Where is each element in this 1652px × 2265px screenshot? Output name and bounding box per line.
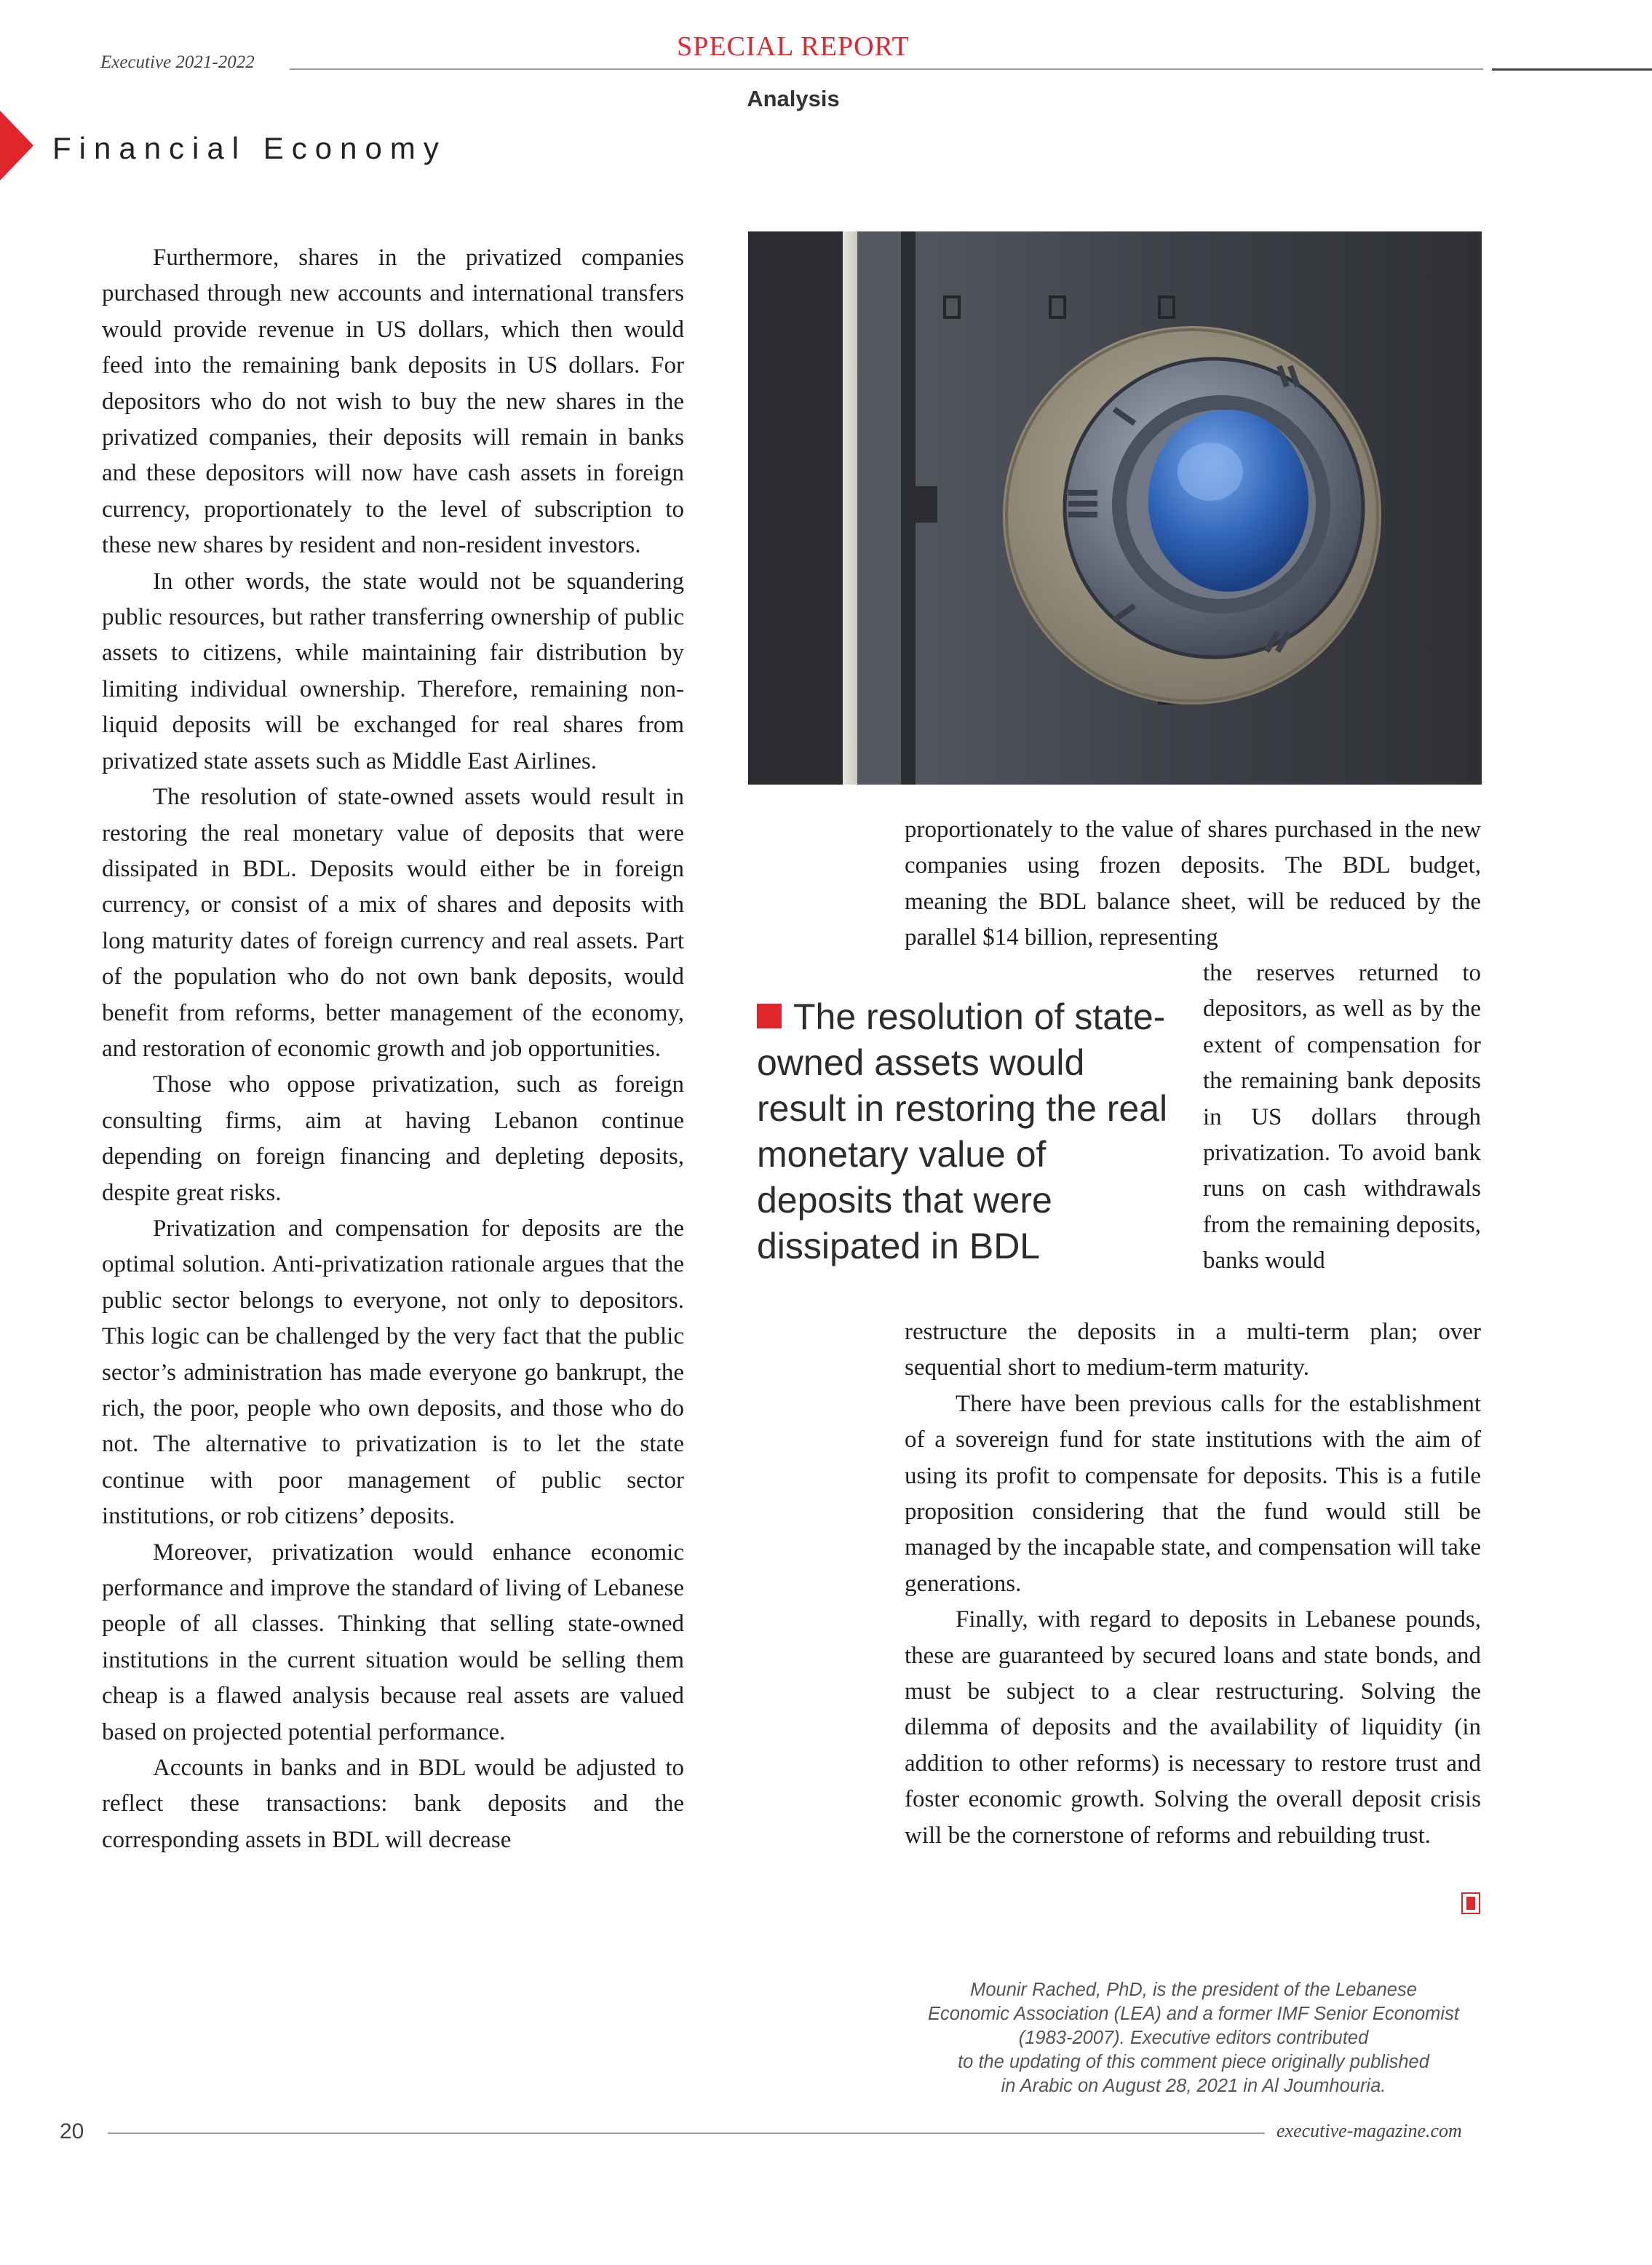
vault-dial-photo [748,231,1482,785]
pull-quote [757,994,1172,1269]
left-column [102,240,684,1858]
bio-line: (1983-2007). Executive editors contributed [1018,2028,1369,2048]
right-column-wrap [1203,956,1481,1280]
paragraph: Accounts in banks and in BDL would be adjusted to reflect these transactions: bank deposits and the corresponding assets in BDL will decrease [102,1755,684,1853]
right-column-top [905,812,1481,956]
page-number: 20 [60,2119,84,2143]
paragraph: restructure the deposits in a multi-term plan; over sequential short to medium-term maturity. [905,1319,1481,1381]
bio-line: Mounir Rached, PhD, is the president of the Lebanese [970,1980,1417,2000]
paragraph: Finally, with regard to deposits in Lebanese pounds, these are guaranteed by secured loans and state bonds, and must be subject to a clear restructuring. Solving the dilemma of deposits and the availability of liquidity (in addition to other reforms) is necessary to restore trust and foster economic growth. Solving the overall deposit crisis will be the cornerstone of reforms and rebuilding trust. [905,1606,1481,1849]
pull-quote-square-icon [757,1004,782,1028]
bio-line: Economic Association (LEA) and a former IMF Senior Economist [928,2004,1459,2024]
paragraph: Furthermore, shares in the privatized companies purchased through new accounts and international transfers would provide revenue in US dollars, which then would feed into the remaining bank deposits in US dollars. For depositors who do not wish to buy the new shares in the privatized companies, their deposits will remain in banks and these depositors will now have cash assets in foreign currency, proportionately to the level of subscription to these new shares by resident and non-resident investors. [102,245,684,559]
author-bio [902,1978,1485,2098]
paragraph: proportionately to the value of shares purchased in the new companies using frozen deposits. The BDL budget, meaning the BDL balance sheet, will be reduced by the parallel $14 billion, representing [905,817,1481,951]
bio-line: to the updating of this comment piece originally published [958,2052,1429,2072]
paragraph: Moreover, privatization would enhance economic performance and improve the standard of living of Lebanese people of all classes. Thinking that selling state-owned institutions in the current situation would be selling them cheap is a flawed analysis because real assets are valued based on projected potential performance. [102,1539,684,1745]
section-marker-icon [0,111,33,181]
issue-label: Executive 2021-2022 [100,52,255,72]
bio-line: in Arabic on August 28, 2021 in Al Joumhouria. [1001,2076,1386,2096]
header-rule [290,68,1483,70]
header-rule-right [1492,68,1652,71]
paragraph: the reserves returned to depositors, as well as by the extent of compensation for the remaining bank deposits in US dollars through privatization. To avoid bank runs on cash withdrawals from the remaining deposits, banks would [1203,960,1481,1274]
footer-rule [108,2133,1265,2134]
paragraph: There have been previous calls for the establishment of a sovereign fund for state institutions with the aim of using its profit to compensate for deposits. This is a futile proposition considering that the fund would still be managed by the incapable state, and compensation will take generations. [905,1390,1481,1597]
end-mark-icon [1461,1892,1480,1914]
section-title: Financial Economy [52,131,447,165]
paragraph: Privatization and compensation for deposits are the optimal solution. Anti-privatization rationale argues that the public sector belongs to everyone, not only to depositors. This logic can be challenged by the very fact that the public sector’s administration has made everyone go bankrupt, the rich, the poor, people who own deposits, and those who do not. The alternative to privatization is to let the state continue with poor management of public sector institutions, or rob citizens’ deposits. [102,1215,684,1530]
right-column-bottom [905,1314,1481,1854]
website-link[interactable]: executive-magazine.com [1276,2120,1462,2141]
paragraph: In other words, the state would not be squandering public resources, but rather transferring ownership of public assets to citizens, while maintaining fair distribution by limiting individual ownership. Therefore, remaining non-liquid deposits will be exchanged for real shares from privatized state assets such as Middle East Airlines. [102,568,684,774]
paragraph: Those who oppose privatization, such as foreign consulting firms, aim at having Lebanon continue depending on foreign financing and depleting deposits, despite great risks. [102,1071,684,1206]
analysis-label: Analysis [747,86,840,111]
pull-quote-text: The resolution of state-owned assets would result in restoring the real monetary value of deposits that were dissipated in BDL [757,996,1168,1266]
paragraph: The resolution of state-owned assets would result in restoring the real monetary value of deposits that were dissipated in BDL. Deposits would either be in foreign currency, or consist of a mix of shares and deposits with long maturity dates of foreign currency and real assets. Part of the population who do not own bank deposits, would benefit from reforms, better management of the economy, and restoration of economic growth and job opportunities. [102,784,684,1062]
special-report-heading: SPECIAL REPORT [677,31,910,62]
